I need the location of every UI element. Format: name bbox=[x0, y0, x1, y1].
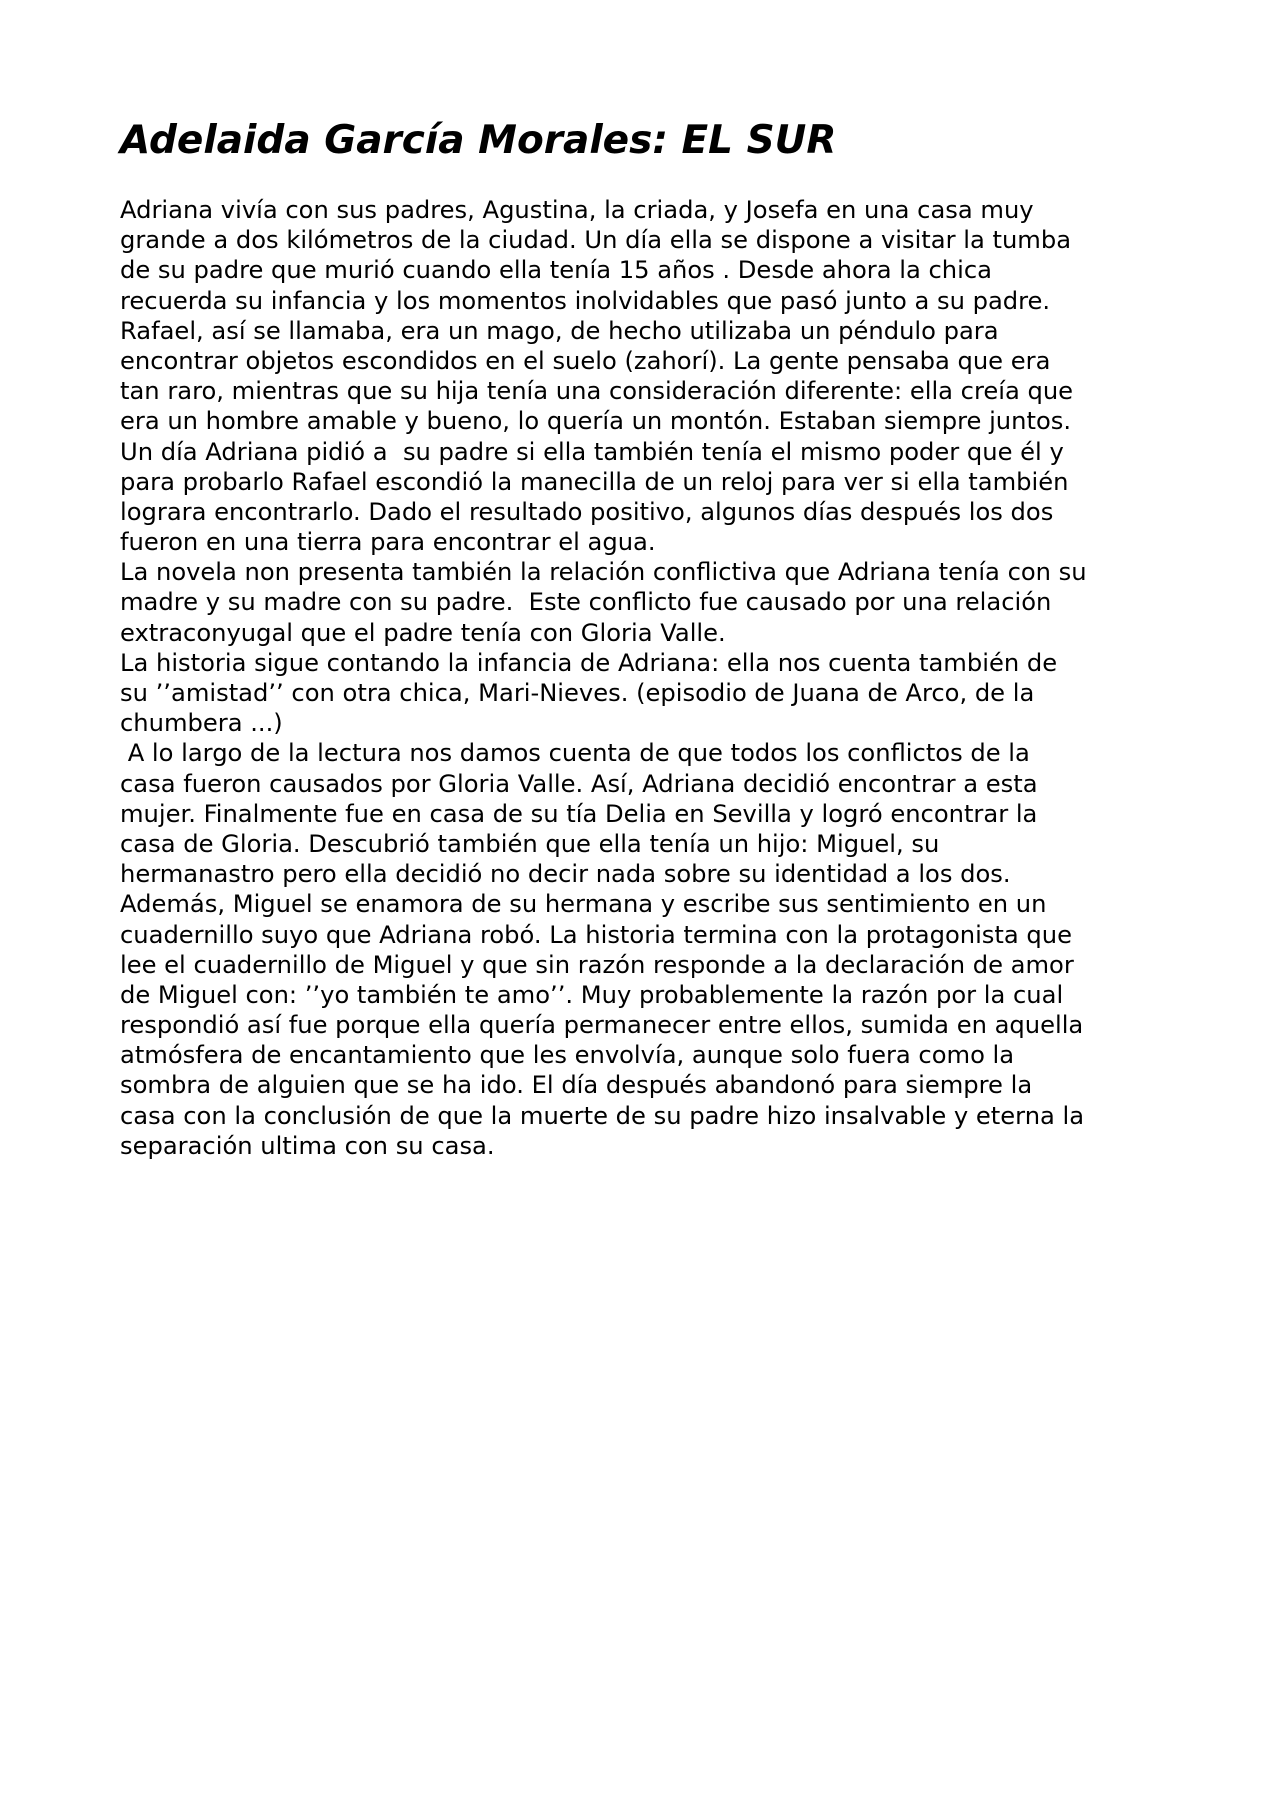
text-line: La historia sigue contando la infancia de Adriana: ella nos cuenta también de bbox=[120, 648, 1058, 677]
text-line: para probarlo Rafael escondió la manecilla de un reloj para ver si ella también bbox=[120, 467, 1069, 496]
text-line: recuerda su infancia y los momentos inolvidables que pasó junto a su padre. bbox=[120, 286, 1051, 315]
text-line: de su padre que murió cuando ella tenía 15 años . Desde ahora la chica bbox=[120, 256, 992, 285]
text-line: era un hombre amable y bueno, lo quería un montón. Estaban siempre juntos. bbox=[120, 407, 1072, 436]
text-line: cuadernillo suyo que Adriana robó. La historia termina con la protagonista que bbox=[120, 920, 1072, 949]
text-line: Además, Miguel se enamora de su hermana y escribe sus sentimiento en un bbox=[120, 890, 1047, 919]
text-line: separación ultima con su casa. bbox=[120, 1131, 495, 1160]
text-line: Un día Adriana pidió a su padre si ella también tenía el mismo poder que él y bbox=[120, 437, 1064, 466]
text-line: lee el cuadernillo de Miguel y que sin razón responde a la declaración de amor bbox=[120, 950, 1074, 979]
text-line: grande a dos kilómetros de la ciudad. Un día ella se dispone a visitar la tumba bbox=[120, 226, 1072, 255]
text-line: A lo largo de la lectura nos damos cuenta de que todos los conflictos de la bbox=[120, 739, 1030, 768]
text-line: sombra de alguien que se ha ido. El día después abandonó para siempre la bbox=[120, 1071, 1033, 1100]
text-line: su ’’amistad’’ con otra chica, Mari-Nieves. (episodio de Juana de Arco, de la bbox=[120, 679, 1035, 707]
text-line: mujer. Finalmente fue en casa de su tía Delia en Sevilla y logró encontrar la bbox=[120, 799, 1038, 828]
text-line: respondió así fue porque ella quería permanecer entre ellos, sumida en aquella bbox=[120, 1011, 1084, 1040]
text-line: de Miguel con: ’’yo también te amo’’. Muy probablemente la razón por la cual bbox=[120, 980, 1064, 1009]
text-line: casa con la conclusión de que la muerte de su padre hizo insalvable y eterna la bbox=[120, 1101, 1085, 1130]
text-line: chumbera ...) bbox=[120, 709, 283, 738]
text-line: fueron en una tierra para encontrar el agua. bbox=[120, 528, 656, 557]
text-line: La novela non presenta también la relación conflictiva que Adriana tenía con su bbox=[120, 558, 1087, 587]
document-title: Adelaida García Morales: EL SUR bbox=[120, 118, 837, 163]
text-line: casa de Gloria. Descubrió también que ella tenía un hijo: Miguel, su bbox=[120, 829, 940, 858]
text-line: extraconyugal que el padre tenía con Gloria Valle. bbox=[120, 618, 726, 647]
text-line: hermanastro pero ella decidió no decir nada sobre su identidad a los dos. bbox=[120, 860, 1011, 889]
text-line: lograra encontrarlo. Dado el resultado positivo, algunos días después los dos bbox=[120, 497, 1054, 526]
document-body bbox=[120, 195, 1170, 1161]
text-line: madre y su madre con su padre. Este conflicto fue causado por una relación bbox=[120, 588, 1052, 617]
text-line: casa fueron causados por Gloria Valle. Así, Adriana decidió encontrar a esta bbox=[120, 769, 1038, 798]
text-line: encontrar objetos escondidos en el suelo (zahorí). La gente pensaba que era bbox=[120, 346, 1051, 375]
text-line: Adriana vivía con sus padres, Agustina, la criada, y Josefa en una casa muy bbox=[120, 196, 1034, 224]
text-line: tan raro, mientras que su hija tenía una consideración diferente: ella creía que bbox=[120, 377, 1074, 406]
text-line: atmósfera de encantamiento que les envolvía, aunque solo fuera como la bbox=[120, 1041, 1015, 1070]
text-line: Rafael, así se llamaba, era un mago, de hecho utilizaba un péndulo para bbox=[120, 316, 999, 345]
